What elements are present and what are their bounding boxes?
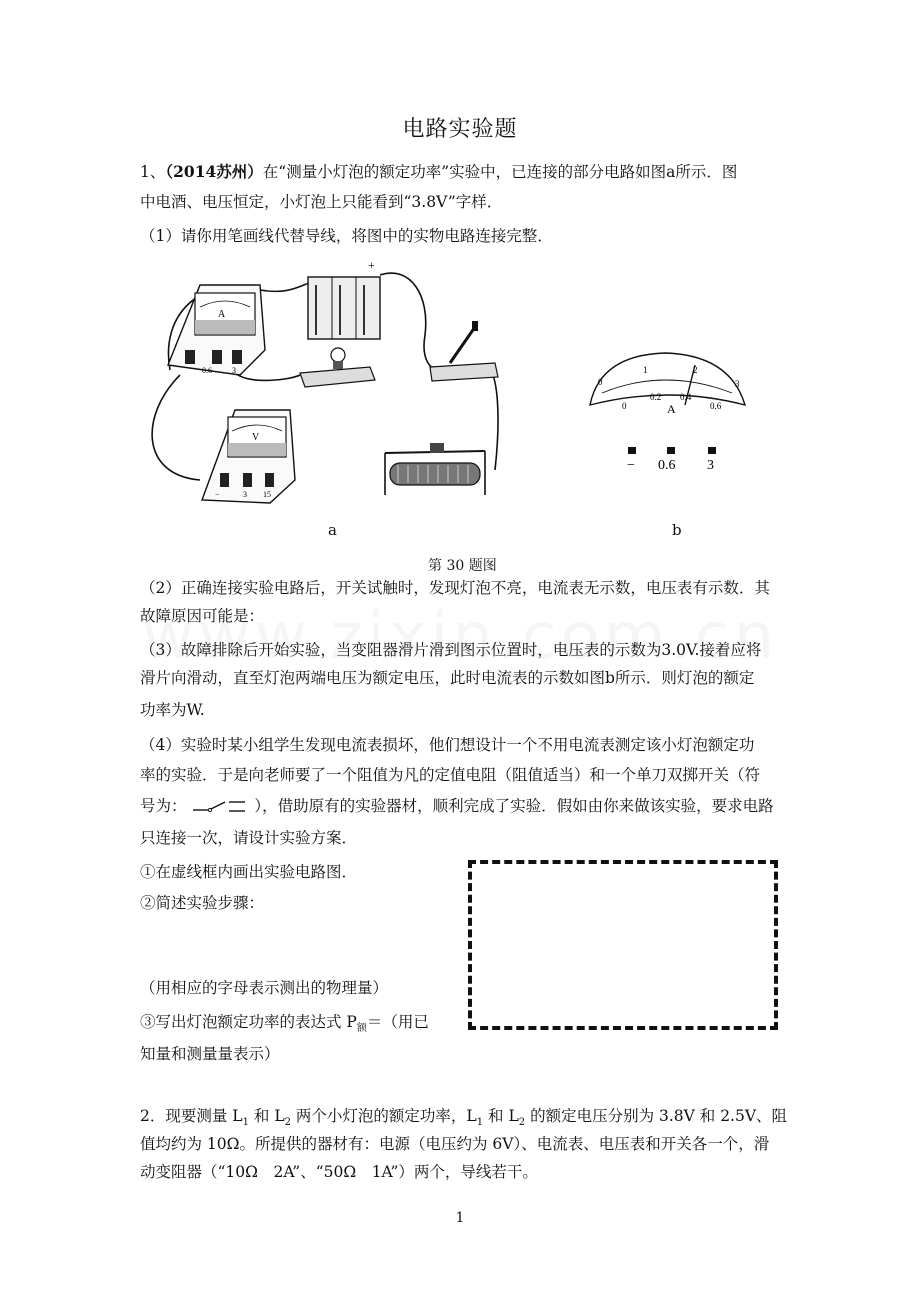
- circuit-diagram: [140, 255, 790, 575]
- meter-b-terminal-0: −: [627, 458, 635, 473]
- q1-step3-sub: 额: [356, 1023, 367, 1035]
- meter-b-bottom-1: 0.2: [650, 392, 662, 402]
- meter-b-bottom-0: 0: [622, 401, 627, 411]
- q2-line3: 动变阻器（“10Ω 2A”、“50Ω 1A”）两个，导线若干。: [140, 1163, 538, 1181]
- q1-part4-line3-a: 号为：: [140, 797, 187, 815]
- rheostat: [385, 443, 485, 495]
- q1-part3-line2: 滑片向滑动，直至灯泡两端电压为额定电压，此时电流表的示数如图b所示．则灯泡的额定: [140, 669, 755, 687]
- q1-part2-line2: 故障原因可能是：: [140, 607, 265, 625]
- figure-label-b: b: [672, 521, 682, 539]
- q2-l1-c: 两个小灯泡的额定功率，L: [291, 1107, 477, 1125]
- q2-l1-b: 和 L: [248, 1107, 285, 1125]
- voltmeter: [202, 410, 295, 503]
- meter-b-terminal-1: 0.6: [658, 458, 676, 473]
- q2-l1-s1: 1: [242, 1117, 249, 1129]
- q2-line1: [140, 1106, 790, 1133]
- ammeter-terminal-1: 3: [232, 366, 236, 375]
- q1-part3-line1: （3）故障排除后开始实验，当变阻器滑片滑到图示位置时，电压表的示数为3.0V.接着应将: [140, 641, 762, 659]
- voltmeter-letter: V: [252, 432, 260, 443]
- meter-b: [590, 353, 745, 473]
- ammeter: [168, 285, 265, 375]
- q2-l1-s3: 1: [476, 1117, 484, 1129]
- wire-ammeter-voltmeter: [152, 375, 200, 480]
- q2-l1-d: 和 L: [483, 1107, 519, 1125]
- meter-b-top-3: 3: [735, 379, 740, 389]
- voltmeter-terminal-2: 15: [263, 490, 271, 499]
- page-number: 1: [455, 1210, 465, 1226]
- spdt-switch-symbol-icon: [191, 798, 249, 816]
- q1-part2-line1: （2）正确连接实验电路后，开关试触时，发现灯泡不亮，电流表无示数，电压表有示数．其: [140, 579, 770, 597]
- wire-ammeter-lamp: [235, 373, 300, 380]
- q1-part4-line3: [140, 796, 790, 816]
- q1-step3-line2: 知量和测量量表示）: [140, 1045, 280, 1063]
- q1-part4-line4: 只连接一次，请设计实验方案．: [140, 829, 358, 847]
- q1-part1: （1）请你用笔画线代替导线，将图中的实物电路连接完整．: [140, 227, 553, 245]
- page-title: 电路实验题: [402, 117, 518, 142]
- meter-b-top-2: 2: [693, 365, 698, 375]
- voltmeter-terminal-0: −: [215, 490, 220, 499]
- ammeter-terminal-0: 0.6: [202, 366, 212, 375]
- meter-b-terminal-2: 3: [707, 458, 714, 473]
- q1-step1: ①在虚线框内画出实验电路图．: [140, 863, 358, 881]
- figure-caption: 第 30 题图: [428, 558, 497, 574]
- lamp-bulb: [331, 348, 345, 362]
- meter-b-top-0: 0: [598, 377, 603, 387]
- q1-number: 1、: [140, 163, 166, 181]
- meter-b-top-1: 1: [643, 365, 648, 375]
- lamp-holder: [300, 348, 375, 387]
- q1-line1: [140, 162, 790, 182]
- answer-dashed-box[interactable]: [468, 860, 778, 1030]
- q1-part4-line3-b: ），借助原有的实验器材，顺利完成了实验．假如由你来做该实验，要求电路: [254, 797, 774, 815]
- q2-line2: 值均约为 10Ω。所提供的器材有：电源（电压约为 6V）、电流表、电压表和开关各一个，滑: [140, 1135, 770, 1153]
- meter-b-bottom-2: 0.4: [680, 392, 692, 402]
- wire-switch-rheostat: [485, 365, 498, 470]
- q1-part4-line1: （4）实验时某小组学生发现电流表损坏，他们想设计一个不用电流表测定该小灯泡额定功: [140, 736, 755, 754]
- q2-l1-s2: 2: [284, 1117, 291, 1129]
- q1-step2: ②简述实验步骤：: [140, 894, 265, 912]
- q1-line1-text: 在“测量小灯泡的额定功率”实验中，已连接的部分电路如图a所示．图: [262, 163, 738, 181]
- meter-b-letter: A: [667, 402, 676, 416]
- meter-b-bottom-3: 0.6: [710, 401, 722, 411]
- q1-step3-a: ③写出灯泡额定功率的表达式 P: [140, 1013, 357, 1031]
- wire-battery-switch: [380, 273, 440, 373]
- q1-source: （2014苏州）: [165, 162, 263, 181]
- q1-step2-note: （用相应的字母表示测出的物理量）: [140, 979, 389, 997]
- voltmeter-terminal-1: 3: [243, 490, 247, 499]
- q1-line2: 中电酒、电压恒定，小灯泡上只能看到“3.8V”字样．: [140, 193, 503, 211]
- ammeter-letter: A: [218, 309, 226, 320]
- q1-part3-line3: 功率为W.: [140, 701, 205, 719]
- q2-l1-a: 2．现要测量 L: [140, 1107, 243, 1125]
- q2-l1-s4: 2: [518, 1117, 526, 1129]
- knife-switch: [430, 321, 498, 381]
- battery: [308, 258, 380, 339]
- q1-step3-b: ＝（用已: [366, 1013, 429, 1031]
- q2-l1-e: 的额定电压分别为 3.8V 和 2.5V、阻: [525, 1107, 788, 1125]
- circuit-figure: [140, 255, 790, 575]
- figure-label-a: a: [328, 521, 337, 539]
- q1-part4-line2: 率的实验．于是向老师要了一个阻值为凡的定值电阻（阻值适当）和一个单刀双掷开关（符: [140, 766, 761, 784]
- battery-plus: +: [368, 258, 375, 272]
